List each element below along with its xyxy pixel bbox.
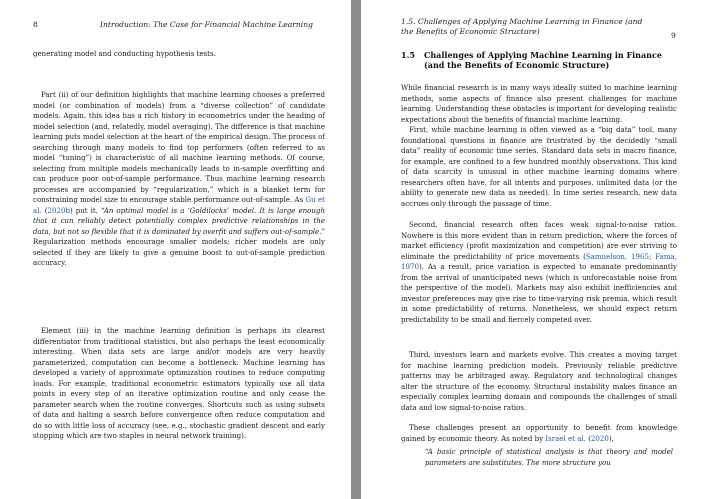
paragraph-text: ). As a result, price variation is expected to emanate predominantly from the arrival of unanticipated news (which is unforecastable noise from the perspective of the model). Markets may also exhibit inefficiencies and investor preferences may give rise to time-varying risk premia, which result in some predictability of returns. Nonetheless, we should expect return predictability to be small and fiercely competed over.: [401, 262, 677, 324]
paragraph-computation: Element (iii) in the machine learning definition is perhaps its clearest differentiator from traditional statistics, but also perhaps the least economically interesting. When data sets are large and/or models are very heavily parameterized, computation can become a bottleneck. Machine learning has developed a variety of approximate optimization routines to reduce computing loads. For example, traditional econometric estimators typically use all data points in every step of an iterative optimization routine and only cease the parameter search when the routine converges. Shortcuts such as using subsets of data and halting a search before convergence often reduce computation and do so with little loss of accuracy (see, e.g., stochastic gradient descent and early stopping which are two staples in neural network training).: [33, 326, 325, 440]
paragraph-opportunity: These challenges present an opportunity to benefit from knowledge gained by economic theory. As noted by Israel et al. (2020),: [401, 423, 677, 443]
top-line: generating model and conducting hypothesis tests.: [33, 49, 216, 58]
left-page: [0, 0, 351, 499]
paragraph-text: ,: [611, 433, 614, 443]
paragraph-markets-evolve: Third, investors learn and markets evolve. This creates a moving target for machine learning prediction models. Previously reliable predictive patterns may be arbitraged away. Regulatory and technological changes alter the structure of the economy. Structural instability makes finance an especially complex learning domain and compounds the challenges of small data and low signal-to-noise ratios.: [401, 350, 677, 412]
page-number: 9: [671, 31, 676, 40]
citation-year[interactable]: 1965: [631, 251, 649, 261]
paragraph-text: Regularization methods encourage smaller models; richer models are only selected if they are likely to give a genuine boost to out-of-sample prediction accuracy.: [33, 237, 325, 267]
citation-separator: ;: [648, 251, 656, 261]
paragraph-signal-noise: [401, 220, 677, 325]
paragraph-model-selection: Part (ii) of our definition highlights that machine learning chooses a preferred model (or combination of models) from a “diverse collection” of candidate models. Again, this idea has a rich history in econometrics under the heading of model selection (and, relatedly, model averaging). The difference is that machine learning puts model selection at the heart of the empirical design. The process of searching through many models to find top performers (often referred to as model “tuning”) is characteristic of all machine learning methods. Of course, selecting from multiple models mechanically leads to in-sample overfitting and can produce poor out-of-sample performance. Thus machine learning research processes are accompanied by “regularization,” which is a blanket term for constraining model size to encourage stable performance out-of-sample. As Gu et al. (2020b) put it, “An optimal model is a ‘Goldilocks’ model. It is large enough that it can reliably detect potentially complex predictive relationships in the data, but not so flexible that it is dominated by overfit and suffers out-of-sample.” Regularization methods encourage smaller models; richer models are only selected if they are likely to give a genuine boost to out-of-sample prediction accuracy.: [33, 90, 326, 267]
paragraph-small-data: First, while machine learning is often viewed as a “big data” tool, many foundational questions in finance are frustrated by the decidedly “small data” reality of economic time series. Standard data sets in macro finance, for example, are confined to a few hundred monthly observations. This kind of data scarcity is unusual in other machine learning domains where researchers often have, for all intents and purposes, unlimited data (or the ability to generate new data as needed). In time series research, new data accrues only through the passage of time.: [401, 125, 677, 208]
citation-author[interactable]: Israel et al.: [545, 433, 586, 443]
section-title: Challenges of Applying Machine Learning in Finance (and the Benefits of Economic Structure): [424, 50, 662, 70]
paragraph-text: Second, financial research often faces weak signal-to-noise ratios. Nowhere is this more evident than in return prediction, where the forces of market efficiency (profit maximization and competition) are ever striving to eliminate the predictability of price movements (: [401, 220, 677, 261]
paragraph-text: Part (ii) of our definition highlights that machine learning chooses a preferred model (or combination of models) from a “diverse collection” of candidate models. Again, this idea has a rich history in econometrics under the heading of model selection (and, relatedly, model averaging). The difference is that machine learning puts model selection at the heart of the empirical design. The process of searching through many models to find top performers (often referred to as model “tuning”) is characteristic of all machine learning methods. Of course, selecting from multiple models mechanically leads to in-sample overfitting and can produce poor out-of-sample performance. Thus machine learning research processes are accompanied by “regularization,” which is a blanket term for constraining model size to encourage stable performance out-of-sample. As: [33, 90, 325, 204]
paragraph-text: put it,: [72, 205, 102, 215]
right-page: [361, 0, 715, 499]
running-title: Introduction: The Case for Financial Machine Learning: [100, 20, 313, 29]
section-number: 1.5: [401, 50, 415, 60]
citation-year[interactable]: 2020: [590, 433, 609, 443]
paragraph-text: These challenges present an opportunity to benefit from knowledge gained by economic theory. As noted by: [401, 423, 677, 443]
citation-author[interactable]: Samuelson,: [585, 251, 628, 261]
citation-year[interactable]: 2020b: [47, 205, 70, 215]
citation-author[interactable]: Fama,: [655, 251, 677, 261]
page-number: 8: [33, 20, 38, 29]
block-quote: “A basic principle of statistical analysis is that theory and model parameters are substitutes. The more structure you: [425, 447, 673, 467]
citation-author[interactable]: Gu et al.: [33, 195, 326, 215]
paragraph-intro: While financial research is in many ways ideally suited to machine learning methods, some aspects of finance also present challenges for machine learning. Understanding these obstacles is important for developing realistic expectations about the benefits of financial machine learning.: [401, 83, 677, 124]
goldilocks-quote: “An optimal model is a ‘Goldilocks’ model. It is large enough that it can reliably detect potentially complex predictive relationships in the data, but not so flexible that it is dominated by overfit and suffers out-of-sample.”: [33, 205, 325, 236]
citation-year[interactable]: 1970: [401, 262, 419, 271]
running-title: 1.5. Challenges of Applying Machine Learning in Finance (and the Benefits of Economic Structure): [401, 17, 643, 36]
